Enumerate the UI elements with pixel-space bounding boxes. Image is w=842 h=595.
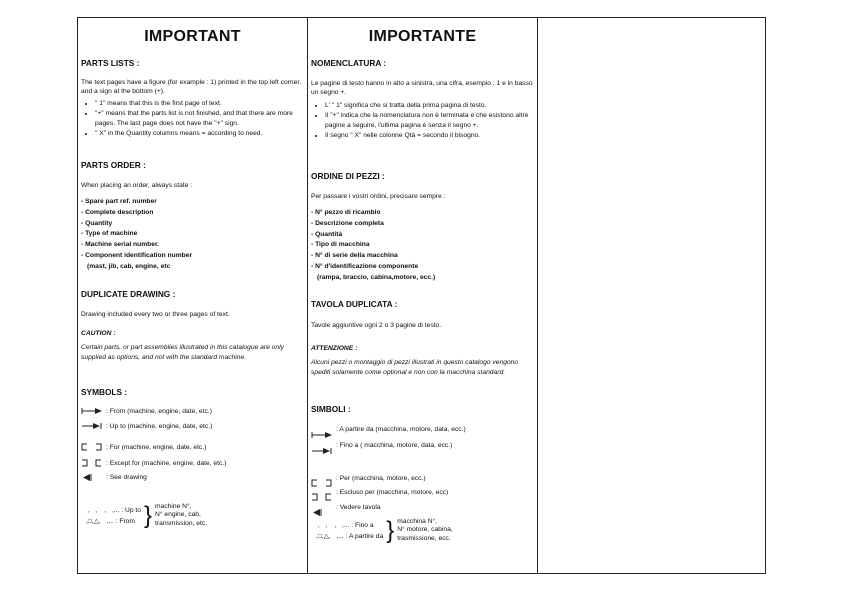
triangle-icon: △ (93, 517, 99, 525)
parts-order-list (81, 197, 304, 273)
bullet-item: • " 1" means that this is the first page of text. (95, 99, 304, 108)
group-from-label: ,... : From (106, 517, 135, 525)
caution-heading: CAUTION : (81, 330, 116, 337)
symbol-except-row (311, 488, 448, 502)
group-right-line: N° engine, cab, (155, 511, 201, 519)
duplicate-text: Drawing included every two or three pages of text. (81, 311, 230, 318)
order-item: (rampa, braccio, cabina,motore, ecc.) (317, 273, 436, 281)
symbol-upto-label: : Fino a ( macchina, motore, data, ecc.) (336, 441, 453, 449)
symbol-see-row (81, 473, 147, 482)
tavola-text: Tavole aggiuntive ogni 2 o 3 pagine di testo. (311, 322, 442, 329)
bullet-item: • L' " 1" significa che si tratta della prima pagina di testo. (325, 101, 534, 110)
order-item: - Quantity (81, 219, 113, 227)
ordine-heading: ORDINE DI PEZZI : (311, 171, 385, 181)
nomenclatura-bullets (311, 101, 534, 141)
title-important: IMPORTANT (144, 28, 241, 45)
except-bracket-icon (81, 459, 103, 467)
simboli-heading: SIMBOLI : (311, 404, 351, 414)
symbol-for-label: : For (machine, engine, date, etc.) (106, 443, 207, 451)
attenzione-text: Alcuni pezzi o montaggio di pezzi illustrati in questo catalogo vengono spediti solamente come optional e non con la macchina standard. (311, 359, 519, 376)
order-item: - Complete description (81, 208, 154, 216)
symbol-see-label: : Vedere tavola (336, 503, 381, 511)
bullet-item: • " X" in the Quantity columns means = according to need. (95, 129, 304, 138)
order-item: - Quantità (311, 230, 343, 238)
symbol-from-label: : From (machine, engine, date, etc.) (106, 407, 212, 415)
for-bracket-icon (81, 443, 103, 451)
tavola-heading: TAVOLA DUPLICATA : (311, 299, 398, 309)
from-arrow-icon (81, 407, 103, 415)
order-item: - Descrizione completa (311, 219, 384, 227)
order-item: - Type of machine (81, 230, 138, 238)
symbol-see-row (311, 503, 381, 517)
symbol-except-label: : Escluso per (macchina, motore, ecc) (336, 488, 449, 496)
triangle-icon: △ (323, 532, 329, 540)
nomenclatura-intro: Le pagine di testo hanno in alto a sinistra, una cifra, esempio : 1 e in basso un segno +. (311, 80, 533, 97)
square-icon: □ (87, 517, 92, 525)
parts-lists-bullets (81, 99, 304, 139)
order-item: - Machine serial number. (81, 241, 160, 249)
order-item: (mast, jib, cab, engine, etc (87, 262, 171, 270)
caution-text: Certain parts, or part assemblies illustrated in this catalogue are only supplied as options, and not with the standard machine. (81, 344, 284, 361)
bullet-item: • "+" means that the parts list is not finished, and that there are more pages. The last page does not have the "+" sign. (95, 109, 304, 128)
upto-arrow-icon (311, 441, 333, 455)
symbol-except-row (81, 459, 226, 467)
see-drawing-icon (311, 503, 333, 517)
group-right-line: transmission, etc. (155, 519, 208, 527)
group-right-line: macchina N°, (397, 518, 438, 525)
symbol-from-row (81, 407, 212, 415)
group-from-label: ,... : A partire da (336, 532, 384, 540)
ordine-intro: Per passare i vostri ordini, precisare sempre : (311, 193, 446, 200)
parts-order-heading: PARTS ORDER : (81, 160, 146, 170)
column-english (78, 17, 307, 574)
group-upto-label: ,... : Up to (112, 506, 142, 514)
order-item: - N° di serie della macchina (311, 252, 398, 260)
order-item: - Tipo di macchina (311, 241, 370, 249)
ordine-list (311, 208, 534, 284)
title-importante: IMPORTANTE (368, 28, 477, 45)
duplicate-heading: DUPLICATE DRAWING : (81, 289, 176, 299)
brace-icon: } (144, 501, 153, 529)
symbol-for-label: : Per (macchina, motore, ecc.) (336, 474, 426, 482)
group-upto-label: ,... : Fino a (342, 521, 374, 529)
order-item: - N° d'identificazione componente (311, 262, 419, 270)
square-icon: □ (317, 532, 322, 540)
symbol-from-label: : A partire da (macchina, motore, data, ecc.) (336, 425, 466, 433)
symbol-group: , , , ,... : Up to ,□,△, ,... : From } machine N°, N° engine, cab, transmission, etc. (86, 501, 208, 529)
see-drawing-icon (81, 473, 103, 482)
symbol-for-row (81, 443, 206, 451)
nomenclatura-heading: NOMENCLATURA : (311, 58, 387, 68)
bullet-item: • Il segno " X" nelle colonne Qtà = secondo il bisogno. (325, 131, 534, 140)
upto-arrow-icon (81, 422, 103, 430)
symbol-upto-row (81, 422, 212, 430)
column-empty (537, 17, 765, 574)
group-right-line: machine N°, (155, 503, 192, 510)
except-bracket-icon (311, 488, 333, 502)
symbol-from-row (311, 425, 466, 439)
symbol-for-row (311, 474, 426, 488)
bullet-item: • Il "+" indica che la nomenclatura non è terminata e che esistono altre pagine a seguire, l'ultima pagina è senza il segno +. (325, 111, 534, 130)
symbols-heading: SYMBOLS : (81, 387, 128, 397)
for-bracket-icon (311, 474, 333, 488)
from-arrow-icon (311, 425, 333, 439)
group-right-line: N° motore, cabina, (397, 526, 453, 534)
parts-lists-heading: PARTS LISTS : (81, 58, 140, 68)
symbol-group: , , , ,... : Fino a ,□,△, ,... : A partire da } macchina N°, N° motore, cabina, trasmissione, ecc. (316, 516, 453, 544)
symbol-except-label: : Except for (machine, engine, date, etc.) (106, 459, 227, 467)
order-item: - Component identification number (81, 251, 193, 259)
symbol-upto-row (311, 441, 452, 455)
attenzione-heading: ATTENZIONE : (311, 345, 358, 352)
parts-order-intro: When placing an order, always state : (81, 182, 193, 189)
symbol-upto-label: : Up to (machine, engine, date, etc.) (106, 422, 213, 430)
column-italian (307, 17, 537, 574)
parts-lists-intro: The text pages have a figure (for example : 1) printed in the top left corner, and a sign at the bottom (+). (81, 79, 302, 96)
symbol-see-label: : See drawing (106, 474, 147, 481)
order-item: - N° pezzo di ricambio (311, 209, 381, 216)
order-item: - Spare part ref. number (81, 198, 157, 205)
group-right-line: trasmissione, ecc. (397, 534, 451, 542)
brace-icon: } (386, 516, 395, 544)
